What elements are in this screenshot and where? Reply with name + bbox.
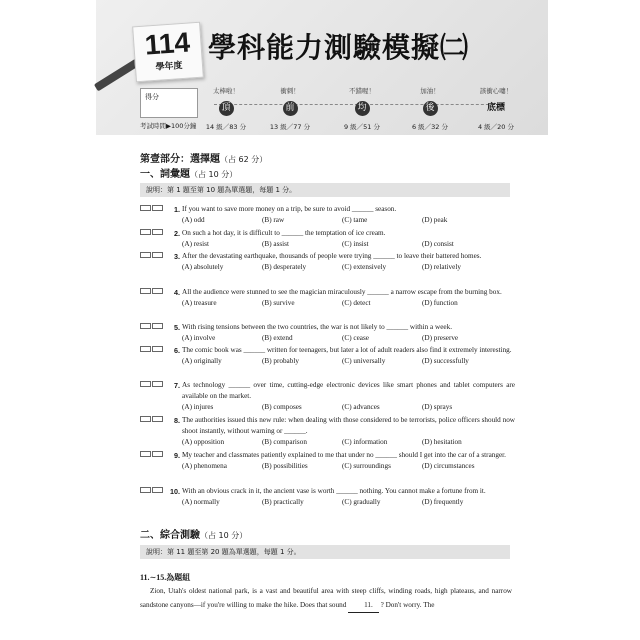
question-stem: The authorities issued this new rule: when dealing with those considered to be terrorists, police officers should now shoot instantly, without warning or ______. [182,416,515,435]
question-options [182,402,515,413]
score-box [140,88,198,118]
question-number: 9. [174,451,180,460]
question-options [182,356,515,367]
level-top [196,86,256,131]
answer-boxes [140,287,164,298]
answer-boxes [140,486,164,497]
option: (D) sprays [422,403,453,411]
option: (A) absolutely [182,263,224,271]
option: (C) extensively [342,263,387,271]
option: (C) advances [342,403,380,411]
section-instructions: 說明：第 11 題至第 20 題為單選題，每題 1 分。 [140,545,510,559]
question-7 [140,380,515,413]
question-9 [140,450,515,472]
question-6 [140,345,515,367]
level-ratio: 13 級／77 分 [269,123,311,131]
year-label: 學年度 [155,61,183,73]
level-encouragement: 加油！ [420,87,440,95]
option: (B) practically [262,498,304,506]
question-options [182,497,515,508]
question-stem: On such a hot day, it is difficult to ______ the temptation of ice cream. [182,229,386,237]
blank-11: 11. [348,598,379,613]
answer-boxes [140,204,164,215]
answer-boxes [140,345,164,356]
question-number: 2. [174,229,180,238]
option: (D) hesitation [422,438,462,446]
section-title-text: 二、綜合測驗 [140,530,200,541]
question-options [182,298,515,309]
question-2 [140,228,515,250]
level-grade-badge: 均 [355,101,370,116]
question-number: 7. [174,381,180,390]
answer-boxes [140,228,164,239]
question-number: 8. [174,416,180,425]
section-instructions: 說明：第 1 題至第 10 題為單選題，每題 1 分。 [140,183,510,197]
option: (B) survive [262,299,295,307]
question-10 [140,486,515,508]
level-grade-badge: 後 [423,101,438,116]
level-front [260,86,320,131]
option: (A) involve [182,334,216,342]
question-stem: All the audience were stunned to see the magician miraculously ______ a narrow escape from the burning box. [182,288,502,296]
question-number: 3. [174,252,180,261]
option: (B) possibilities [262,462,308,470]
section-title-text: 一、詞彙題 [140,169,190,180]
option: (B) comparison [262,438,307,446]
question-4 [140,287,515,309]
question-options [182,461,515,472]
question-stem: After the devastating earthquake, thousands of people were trying ______ to leave their battered homes. [182,252,482,260]
option: (D) preserve [422,334,459,342]
option: (D) peak [422,216,448,224]
part-weight: （占 62 分） [220,155,268,164]
option: (D) circumstances [422,462,475,470]
option: (D) consist [422,240,454,248]
year-number: 114 [143,26,192,61]
option: (B) assist [262,240,289,248]
question-stem: My teacher and classmates patiently explained to me that under no ______ should I get into the car of a stranger. [182,451,506,459]
section-weight: （占 10 分） [200,531,248,540]
question-stem: The comic book was ______ written for teenagers, but later a lot of adult readers also find it extremely interesting. [182,346,512,354]
option: (C) tame [342,216,368,224]
option: (A) treasure [182,299,217,307]
question-3 [140,251,515,273]
level-encouragement: 太棒啦！ [213,87,239,95]
option: (C) gradually [342,498,381,506]
option: (D) relatively [422,263,461,271]
option: (B) probably [262,357,299,365]
question-options [182,262,515,273]
page-title: 學科能力測驗模擬㈡ [208,31,470,64]
answer-boxes [140,450,164,461]
option: (B) composes [262,403,302,411]
year-note [132,22,204,83]
question-options [182,215,515,226]
level-encouragement: 該衝心嘍！ [479,87,513,95]
question-stem: As technology ______ over time, cutting-edge electronic devices like smart phones and tablet computers are available on the market. [182,381,515,400]
answer-boxes [140,251,164,262]
option: (A) normally [182,498,220,506]
option: (A) injures [182,403,214,411]
question-number: 4. [174,288,180,297]
level-ratio: 14 級／83 分 [205,123,247,131]
option: (C) information [342,438,388,446]
option: (A) opposition [182,438,225,446]
question-stem: If you want to save more money on a trip, be sure to avoid ______ season. [182,205,397,213]
part-title-text: 第壹部分：選擇題 [140,154,220,165]
option: (B) extend [262,334,293,342]
question-5 [140,322,515,344]
option: (C) cease [342,334,369,342]
level-ratio: 9 級／51 分 [343,123,381,131]
level-encouragement: 不錯喔！ [349,87,375,95]
question-options [182,333,515,344]
question-number: 10. [170,487,180,496]
option: (A) odd [182,216,205,224]
option: (B) raw [262,216,285,224]
option: (A) phenomena [182,462,227,470]
question-number: 5. [174,323,180,332]
option: (A) resist [182,240,209,248]
level-grade-badge: 前 [283,101,298,116]
option: (C) detect [342,299,371,307]
paragraph-text: ? Don't worry. The [378,601,435,609]
answer-boxes [140,322,164,333]
question-1 [140,204,515,226]
level-ratio: 4 級／20 分 [477,123,515,131]
level-encouragement: 衝刺！ [280,87,300,95]
question-stem: With an obvious crack in it, the ancient vase is worth ______ nothing. You cannot make a fortune from it. [182,487,486,495]
section-title-cloze [140,526,247,541]
paragraph-text: Zion, Utah's oldest national park, is a vast and beautiful area with steep cliffs, winding roads, high plateaus, and narrow sandstone canyons—if you're willing to make the hike. Does that sound [140,587,512,609]
option: (D) successfully [422,357,469,365]
cloze-paragraph [140,584,512,613]
answer-boxes [140,380,164,391]
answer-boxes [140,415,164,426]
question-stem: With rising tensions between the two countries, the war is not likely to ______ within a week. [182,323,452,331]
group-title: 11.∼15.為題組 [140,573,191,582]
option: (D) function [422,299,458,307]
option: (D) frequently [422,498,464,506]
question-number: 6. [174,346,180,355]
question-options [182,239,515,250]
level-average [332,86,392,131]
option: (B) desperately [262,263,307,271]
question-options [182,437,515,448]
exam-time: 考試時間▶100分鐘 [140,122,197,130]
part-title [140,150,267,165]
level-bottom [466,86,526,131]
option: (C) universally [342,357,386,365]
score-label: 得分 [145,93,159,101]
section-title-vocab [140,165,237,180]
level-grade-badge: 頂 [219,101,234,116]
level-ratio: 6 級／32 分 [411,123,449,131]
question-8 [140,415,515,448]
option: (C) surroundings [342,462,391,470]
option: (A) originally [182,357,222,365]
question-number: 1. [174,205,180,214]
level-grade-badge: 底標 [486,103,505,113]
section-weight: （占 10 分） [190,170,238,179]
option: (C) insist [342,240,369,248]
level-back [400,86,460,131]
